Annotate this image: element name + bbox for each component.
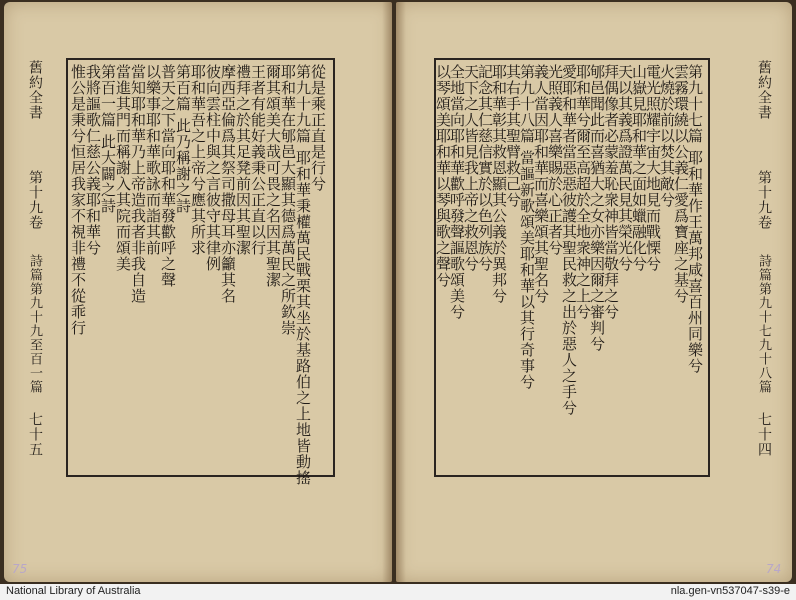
right-column-17: 天下之人皆見我上帝之救恩兮 [462,64,480,272]
left-column-7: 摩西亞倫爲其祭司撒母耳亦籲其名 [219,64,237,304]
left-column-8: 彼向雲柱中與之言彼守其律例 [204,64,222,272]
right-book-title: 舊約全書 [756,60,772,120]
right-volume: 第十九卷 [756,170,772,230]
right-column-11: 光照義人喜樂賜於心正者兮 [546,64,564,256]
left-column-15: 第百一篇 此大闢之詩 [99,64,117,214]
left-volume: 第十九卷 [27,170,43,230]
right-column-1: 第九十七篇 耶和華作王萬邦咸喜百州同樂兮 [686,64,704,374]
left-column-10: 第百篇 此乃稱謝之詩 [174,64,192,214]
right-column-15: 耶和華彰其救恩顯其公義於異邦兮 [490,64,508,304]
left-column-1: 從是乘正直是行兮 [309,64,327,192]
right-column-10: 愛耶和華者當惡惡彼護其聖民救之出於惡人之手兮 [560,64,578,416]
left-column-13: 當知耶和華乃上帝造我者非我自造 [129,64,147,304]
left-column-14: 當進其門而稱謝入其院而頌美 [114,64,132,272]
left-column-11: 普天之下當向耶和華發歡呼之聲 [159,64,177,288]
right-folio-stamp: 74 [766,562,782,576]
right-column-3: 火燒於前以焚其敵兮 [658,64,676,208]
left-column-2: 第九十九篇 耶和華秉權萬民戰栗其坐於基路伯之上地皆動搖 [294,64,312,486]
left-column-16: 我將謳歌仁慈公義耶和華兮 [84,64,102,256]
left-page [4,2,392,582]
right-column-18: 全地當向耶和華歡呼發聲謳歌頌美兮 [448,64,466,320]
left-column-17: 惟公是秉兮恒居我家不視非禮不從乖行 [69,64,87,336]
left-book-title: 舊約全書 [27,60,43,120]
right-column-16: 記念其仁慈信實於以色列族兮 [476,64,494,272]
left-column-3: 耶和華在郇邑大顯其德爲萬民之所欽崇 [279,64,297,336]
left-text-frame [66,58,335,486]
left-page-number: 七十五 [27,412,43,457]
right-column-13: 第九十八篇 當謳新歌頌美耶和華以其行奇事兮 [518,64,536,390]
footer-bar [0,584,796,600]
right-page-number: 七十四 [756,412,772,457]
right-column-8: 郇邑聞此而喜猶大之女亦樂因爾之審判兮 [588,64,606,352]
right-column-7: 拜偶像者必蒙羞恥衆神皆當敬拜之兮 [602,64,620,320]
left-column-12: 以樂事耶和華歌詠而詣其前 [144,64,162,256]
footer-identifier: nla.gen-vn537047-s39-e [670,585,790,597]
left-margin-title: 詩篇第九十九至百一篇 [27,254,42,394]
right-column-2: 雲霧環繞以公義仁愛爲寶座之基兮 [672,64,690,304]
left-folio-stamp: 75 [12,562,28,576]
right-column-5: 山嶽見耶和華之面如蠟融化兮 [630,64,648,272]
right-column-14: 其右手其聖臂救己兮 [504,64,522,208]
left-column-6: 禮拜之於其足凳前因其聖潔 [234,64,252,256]
right-column-4: 電光照耀宇宙大地見而戰慄兮 [644,64,662,272]
left-column-5: 王者有能好義秉公正直以行 [249,64,267,256]
right-column-19: 以琴頌美耶和華以琴與歌之聲兮 [434,64,452,288]
right-page [396,2,792,582]
right-column-6: 天以其義爲證萬民見其榮光兮 [616,64,634,272]
right-text-frame [434,58,710,477]
left-column-4: 爾其頌美大哉可畏之名因其聖潔 [264,64,282,288]
right-column-9: 耶和華兮爾至高超於全地衆神之上兮 [574,64,592,320]
right-margin-title: 詩篇第九十七九十八篇 [756,254,771,394]
left-column-9: 耶和華吾之上帝兮應其所求 [189,64,207,256]
right-column-12: 義人當因耶和華而喜樂頌其聖名兮 [532,64,550,304]
footer-credit: National Library of Australia [6,585,141,597]
